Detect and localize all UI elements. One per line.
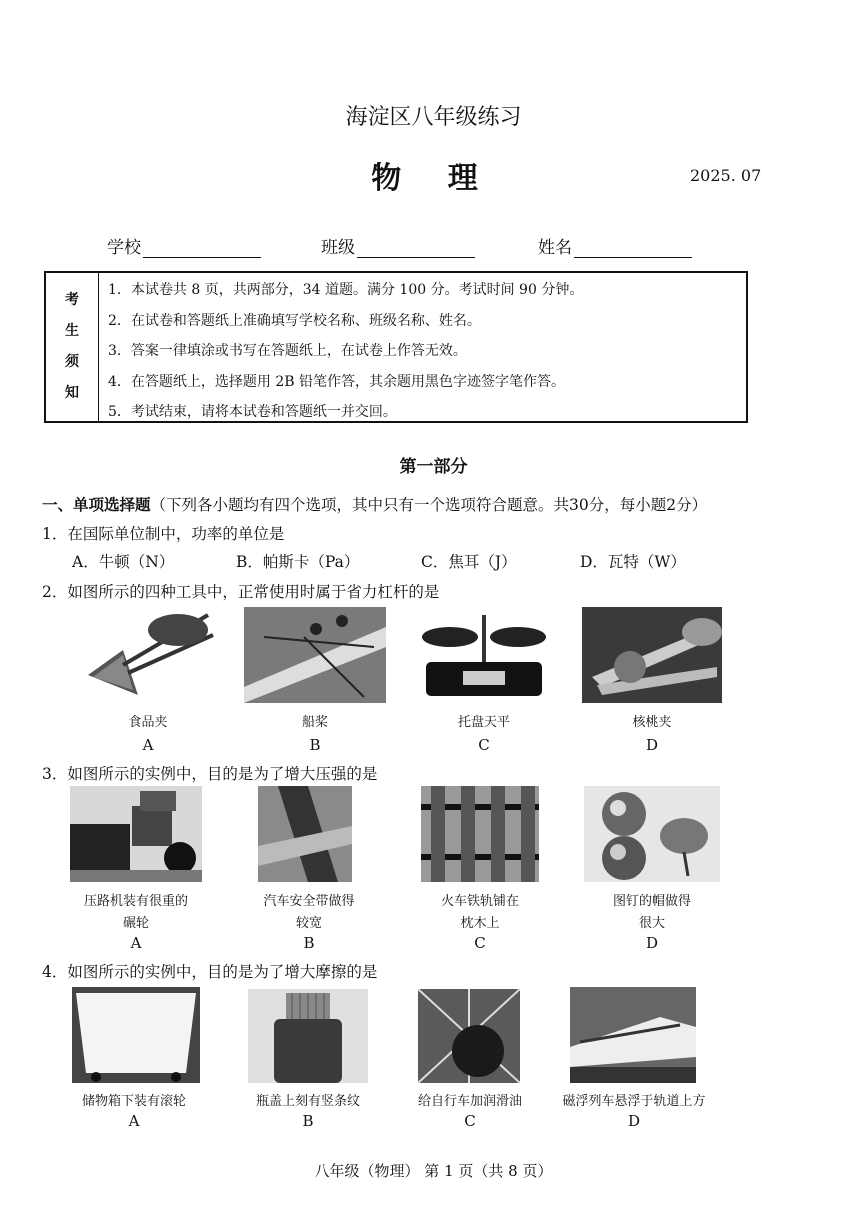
q4-option-a[interactable]: A (128, 1112, 140, 1130)
q3-option-d[interactable]: D (645, 934, 659, 952)
class-blank[interactable] (357, 239, 475, 258)
question-2-text: 2．如图所示的四种工具中，正常使用时属于省力杠杆的是 (42, 583, 440, 601)
q4-option-b[interactable]: B (302, 1112, 314, 1130)
q3-caption-a-line2: 碾轮 (122, 916, 149, 931)
q4-caption-c: 给自行车加润滑油 (417, 1094, 522, 1109)
q1-option-d[interactable]: D．瓦特（W） (580, 553, 686, 571)
question-4-text: 4．如图所示的实例中，目的是为了增大摩擦的是 (42, 963, 378, 981)
q4-option-c[interactable]: C (464, 1112, 476, 1130)
q3-caption-b-line2: 较宽 (295, 916, 322, 931)
q2-option-a[interactable]: A (142, 736, 154, 754)
section-heading (42, 493, 707, 515)
q4-caption-a: 储物箱下装有滚轮 (81, 1094, 186, 1109)
class-label: 班级 (321, 238, 355, 258)
question-1-text: 1．在国际单位制中，功率的单位是 (42, 525, 285, 543)
notice-item-4: 4．在答题纸上，选择题用 2B 铅笔作答，其余题用黑色字迹签字笔作答。 (108, 374, 566, 390)
section-title: 一、单项选择题 (42, 495, 151, 514)
road-roller-image (70, 786, 202, 882)
seat-belt-image (258, 786, 352, 882)
bicycle-oil-image (418, 989, 520, 1083)
q2-caption-d: 核桃夹 (632, 715, 672, 730)
maglev-train-image (570, 987, 696, 1083)
storage-box-image (72, 987, 200, 1083)
q4-caption-d: 磁浮列车悬浮于轨道上方 (562, 1094, 706, 1109)
class-field[interactable] (321, 233, 475, 258)
food-tongs-image (78, 605, 218, 705)
school-label: 学校 (107, 238, 141, 258)
question-3-text: 3．如图所示的实例中，目的是为了增大压强的是 (42, 765, 378, 783)
q3-caption-a-line1: 压路机装有很重的 (83, 894, 188, 909)
q4-caption-b: 瓶盖上刻有竖条纹 (255, 1094, 360, 1109)
q1-option-a[interactable]: A．牛顿（N） (72, 553, 175, 571)
balance-scale-image (418, 607, 550, 703)
oar-image (244, 607, 386, 703)
q4-option-d[interactable]: D (627, 1112, 641, 1130)
section-description: （下列各小题均有四个选项，其中只有一个选项符合题意。共30分，每小题2分） (150, 496, 708, 514)
q1-option-c[interactable]: C．焦耳（J） (421, 553, 517, 571)
part-heading: 第一部分 (399, 457, 468, 477)
page-footer: 八年级（物理） 第 1 页（共 8 页） (314, 1162, 553, 1180)
notice-label-char: 生 (65, 323, 79, 339)
q3-caption-b-line1: 汽车安全带做得 (263, 894, 355, 909)
notice-item-3: 3．答案一律填涂或书写在答题纸上，在试卷上作答无效。 (108, 343, 467, 359)
q2-option-b[interactable]: B (309, 736, 321, 754)
notice-item-5: 5．考试结束，请将本试卷和答题纸一并交回。 (108, 404, 397, 420)
notice-item-1: 1．本试卷共 8 页，共两部分，34 道题。满分 100 分。考试时间 90 分钟。 (108, 282, 584, 298)
subject-title: 物 理 (371, 161, 496, 196)
exam-title: 海淀区八年级练习 (345, 105, 522, 130)
q2-caption-b: 船桨 (301, 715, 328, 730)
q2-caption-c: 托盘天平 (457, 715, 510, 730)
exam-notice-box (44, 271, 748, 423)
notice-item-2: 2．在试卷和答题纸上准确填写学校名称、班级名称、姓名。 (108, 313, 481, 329)
name-field[interactable] (538, 233, 692, 258)
q3-caption-c-line1: 火车铁轨铺在 (440, 894, 519, 909)
q2-option-c[interactable]: C (478, 736, 490, 754)
q1-option-b[interactable]: B．帕斯卡（Pa） (236, 553, 360, 571)
q3-caption-c-line2: 枕木上 (460, 916, 500, 931)
q2-caption-a: 食品夹 (128, 715, 168, 730)
exam-date: 2025. 07 (690, 166, 762, 185)
q2-option-d[interactable]: D (645, 736, 659, 754)
thumbtack-image (584, 786, 720, 882)
bottle-cap-image (248, 989, 368, 1083)
school-blank[interactable] (143, 239, 261, 258)
q3-option-b[interactable]: B (303, 934, 315, 952)
notice-label-char: 考 (65, 292, 79, 308)
name-label: 姓名 (538, 238, 572, 258)
q3-option-a[interactable]: A (130, 934, 142, 952)
q3-caption-d-line1: 图钉的帽做得 (612, 894, 691, 909)
notice-label-char: 知 (65, 385, 79, 401)
notice-label (46, 273, 99, 421)
nutcracker-image (582, 607, 722, 703)
notice-label-char: 须 (65, 354, 79, 370)
name-blank[interactable] (574, 239, 692, 258)
railway-sleepers-image (421, 786, 539, 882)
q3-option-c[interactable]: C (474, 934, 486, 952)
q3-caption-d-line2: 很大 (638, 916, 665, 931)
school-field[interactable] (107, 233, 261, 258)
